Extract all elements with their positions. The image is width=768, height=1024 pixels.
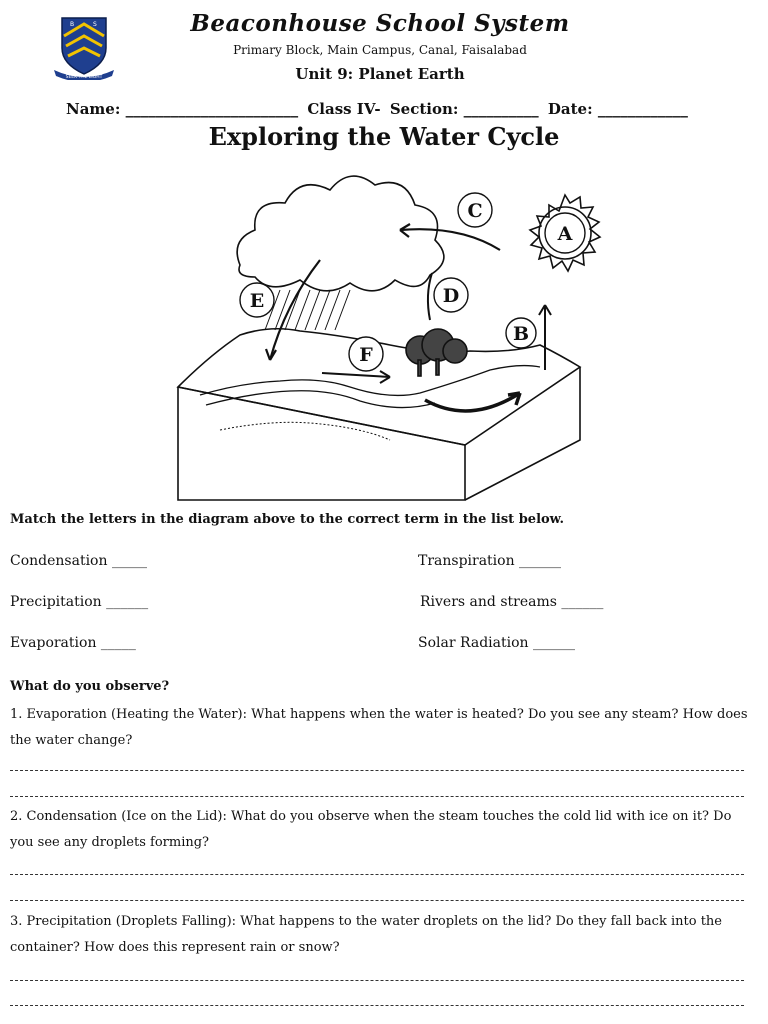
term-precipitation[interactable]: Precipitation ______ xyxy=(10,594,149,610)
term-rivers-streams[interactable]: Rivers and streams ______ xyxy=(420,594,604,610)
answer-line-3b[interactable] xyxy=(10,1005,744,1006)
question-2: 2. Condensation (Ice on the Lid): What do you observe when the steam touches the cold lid with ice on it? Do you see any droplets forming? xyxy=(10,809,732,850)
term-condensation[interactable]: Condensation _____ xyxy=(10,553,147,569)
school-logo xyxy=(52,14,116,80)
student-info-row xyxy=(66,100,688,118)
term-evaporation[interactable]: Evaporation _____ xyxy=(10,635,136,651)
question-3: 3. Precipitation (Droplets Falling): What happens to the water droplets on the lid? Do they fall back into the container? How does this represent rain or snow? xyxy=(10,914,722,955)
label-c: C xyxy=(467,200,483,222)
cloud-shape xyxy=(237,176,444,291)
name-field[interactable]: Name: _______________________ xyxy=(66,100,299,118)
answer-line-1a[interactable] xyxy=(10,770,744,771)
class-label: Class IV- xyxy=(307,100,381,118)
answer-line-1b[interactable] xyxy=(10,796,744,797)
term-solar-radiation[interactable]: Solar Radiation ______ xyxy=(418,635,575,651)
label-f: F xyxy=(359,344,373,366)
date-field[interactable]: Date: ____________ xyxy=(547,100,688,118)
water-cycle-diagram xyxy=(160,155,630,507)
answer-line-2b[interactable] xyxy=(10,900,744,901)
arrow-d xyxy=(428,273,432,320)
term-transpiration[interactable]: Transpiration ______ xyxy=(418,553,562,569)
logo-motto: SEEK THE LIGHT xyxy=(65,75,103,80)
arrow-c xyxy=(400,229,500,250)
label-d: D xyxy=(442,285,460,307)
answer-line-2a[interactable] xyxy=(10,874,744,875)
logo-initial-b: B xyxy=(70,21,75,28)
logo-initial-s: S xyxy=(93,21,97,28)
observe-heading: What do you observe? xyxy=(10,679,170,694)
arrow-runoff xyxy=(425,393,520,411)
section-field[interactable]: Section: __________ xyxy=(389,100,539,118)
answer-line-3a[interactable] xyxy=(10,980,744,981)
trees-icon xyxy=(406,329,467,376)
unit-title: Unit 9: Planet Earth xyxy=(295,65,465,83)
label-b: B xyxy=(512,323,530,345)
question-1: 1. Evaporation (Heating the Water): What happens when the water is heated? Do you see any steam? How does the water change? xyxy=(10,707,748,748)
rain-lines xyxy=(265,290,350,330)
label-e: E xyxy=(249,290,265,312)
matching-instruction: Match the letters in the diagram above to the correct term in the list below. xyxy=(10,512,565,527)
school-address: Primary Block, Main Campus, Canal, Faisalabad xyxy=(233,43,527,57)
school-name: Beaconhouse School System xyxy=(190,10,570,37)
label-a: A xyxy=(557,223,573,245)
page-title: Exploring the Water Cycle xyxy=(208,122,560,151)
arrow-f xyxy=(322,373,390,377)
